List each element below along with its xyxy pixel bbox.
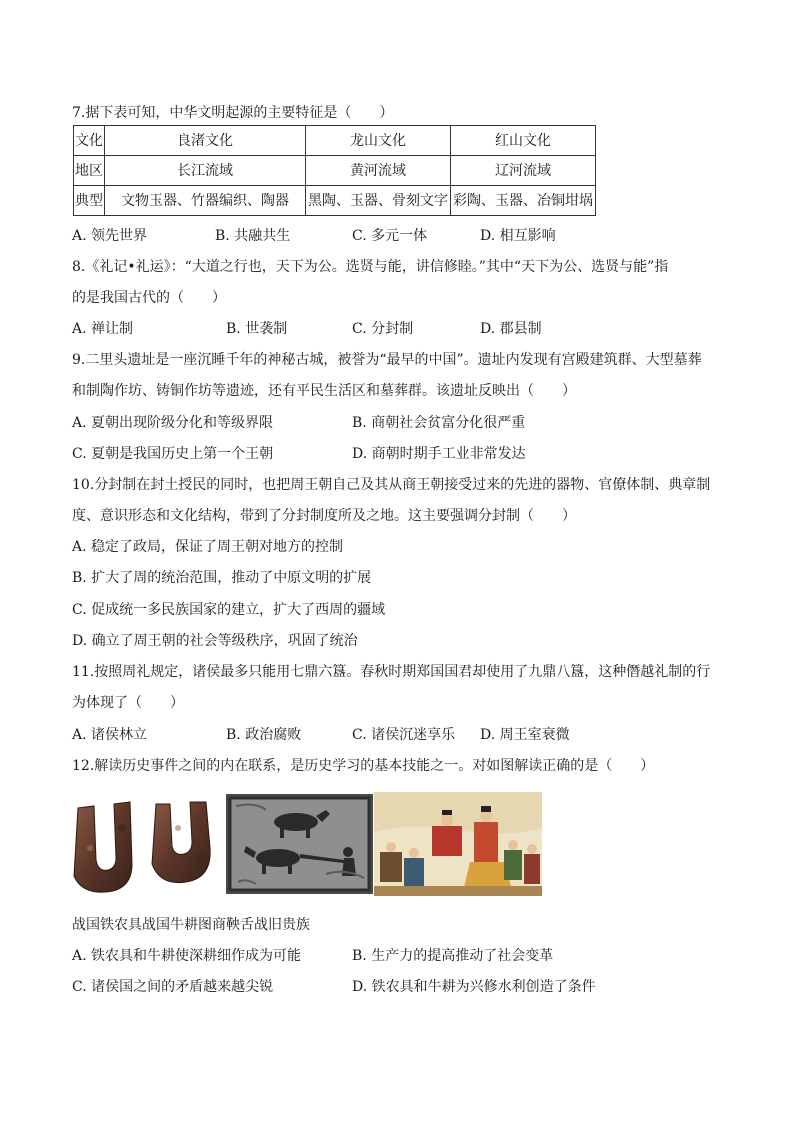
table-row — [74, 126, 596, 156]
table-cell: 黑陶、玉器、骨刻文字 — [306, 186, 451, 216]
q8-stem-line2: 的是我国古代的（ ） — [72, 290, 226, 306]
q9-option-d[interactable]: D. 商朝时期手工业非常发达 — [352, 446, 526, 462]
culture-table — [73, 125, 596, 216]
table-cell: 黄河流域 — [306, 156, 451, 186]
table-cell: 文化 — [74, 126, 105, 156]
q12-option-a[interactable]: A. 铁农具和牛耕使深耕细作成为可能 — [72, 948, 302, 964]
q7-option-a[interactable]: A. 领先世界 — [72, 228, 148, 244]
q10-stem-line1: 10.分封制在封土授民的同时，也把周王朝自己及其从商王朝接受过来的先进的器物、官僚体制、典章制 — [72, 477, 711, 493]
q8-stem-line1: 8.《礼记•礼运》：“大道之行也，天下为公。选贤与能，讲信修睦。”其中“天下为公、选贤与能”指 — [72, 259, 669, 275]
q11-option-b[interactable]: B. 政治腐败 — [226, 727, 302, 743]
table-cell: 良渚文化 — [105, 126, 306, 156]
table-row — [74, 186, 596, 216]
shang-yang-debate-drawing — [374, 792, 542, 896]
q8-option-a[interactable]: A. 禅让制 — [72, 321, 134, 337]
q7-option-b[interactable]: B. 共融共生 — [215, 228, 291, 244]
table-row — [74, 156, 596, 186]
table-cell: 龙山文化 — [306, 126, 451, 156]
q10-option-d[interactable]: D. 确立了周王朝的社会等级秩序，巩固了统治 — [72, 633, 358, 649]
q11-stem-line2: 为体现了（ ） — [72, 695, 184, 711]
table-cell: 文物玉器、竹器编织、陶器 — [105, 186, 306, 216]
q11-option-d[interactable]: D. 周王室衰微 — [480, 727, 570, 743]
q10-option-c[interactable]: C. 促成统一多民族国家的建立，扩大了西周的疆域 — [72, 602, 386, 618]
q7-option-c[interactable]: C. 多元一体 — [352, 228, 428, 244]
q12-image-caption: 战国铁农具战国牛耕图商鞅舌战旧贵族 — [72, 917, 310, 933]
q9-stem-line1: 9.二里头遗址是一座沉睡千年的神秘古城，被誉为“最早的中国”。遗址内发现有宫殿建筑群、大型墓葬 — [72, 352, 702, 368]
table-cell: 典型 — [74, 186, 105, 216]
q8-option-b[interactable]: B. 世袭制 — [226, 321, 288, 337]
ox-plowing-image — [226, 794, 373, 894]
q10-stem-line2: 度、意识形态和文化结构，带到了分封制度所及之地。这主要强调分封制（ ） — [72, 508, 576, 524]
q9-option-b[interactable]: B. 商朝社会贫富分化很严重 — [352, 415, 526, 431]
iron-farm-tools-image — [70, 798, 225, 898]
table-cell: 地区 — [74, 156, 105, 186]
table-cell: 彩陶、玉器、冶铜坩埚 — [451, 186, 596, 216]
q10-option-a[interactable]: A. 稳定了政局，保证了周王朝对地方的控制 — [72, 539, 344, 555]
q7-stem: 7.据下表可知，中华文明起源的主要特征是（ ） — [72, 105, 394, 121]
shang-yang-debate-image — [374, 792, 542, 896]
q12-option-b[interactable]: B. 生产力的提高推动了社会变革 — [352, 948, 554, 964]
q7-option-d[interactable]: D. 相互影响 — [480, 228, 556, 244]
table-cell: 辽河流域 — [451, 156, 596, 186]
table-cell: 红山文化 — [451, 126, 596, 156]
ox-plowing-drawing — [226, 794, 373, 894]
q10-option-b[interactable]: B. 扩大了周的统治范围，推动了中原文明的扩展 — [72, 570, 372, 586]
q8-option-c[interactable]: C. 分封制 — [352, 321, 414, 337]
q12-option-c[interactable]: C. 诸侯国之间的矛盾越来越尖锐 — [72, 979, 274, 995]
q9-option-c[interactable]: C. 夏朝是我国历史上第一个王朝 — [72, 446, 274, 462]
q12-option-d[interactable]: D. 铁农具和牛耕为兴修水利创造了条件 — [352, 979, 596, 995]
q8-option-d[interactable]: D. 郡县制 — [480, 321, 542, 337]
q9-option-a[interactable]: A. 夏朝出现阶级分化和等级界限 — [72, 415, 274, 431]
table-cell: 长江流域 — [105, 156, 306, 186]
iron-farm-tools-drawing — [70, 798, 225, 898]
q11-option-c[interactable]: C. 诸侯沉迷享乐 — [352, 727, 456, 743]
q11-stem-line1: 11.按照周礼规定，诸侯最多只能用七鼎六簋。春秋时期郑国国君却使用了九鼎八簋，这种僭越礼制的行 — [72, 664, 711, 680]
q9-stem-line2: 和制陶作坊、铸铜作坊等遗迹，还有平民生活区和墓葬群。该遗址反映出（ ） — [72, 383, 576, 399]
q11-option-a[interactable]: A. 诸侯林立 — [72, 727, 148, 743]
q12-stem: 12.解读历史事件之间的内在联系，是历史学习的基本技能之一。对如图解读正确的是（ ） — [72, 758, 655, 774]
